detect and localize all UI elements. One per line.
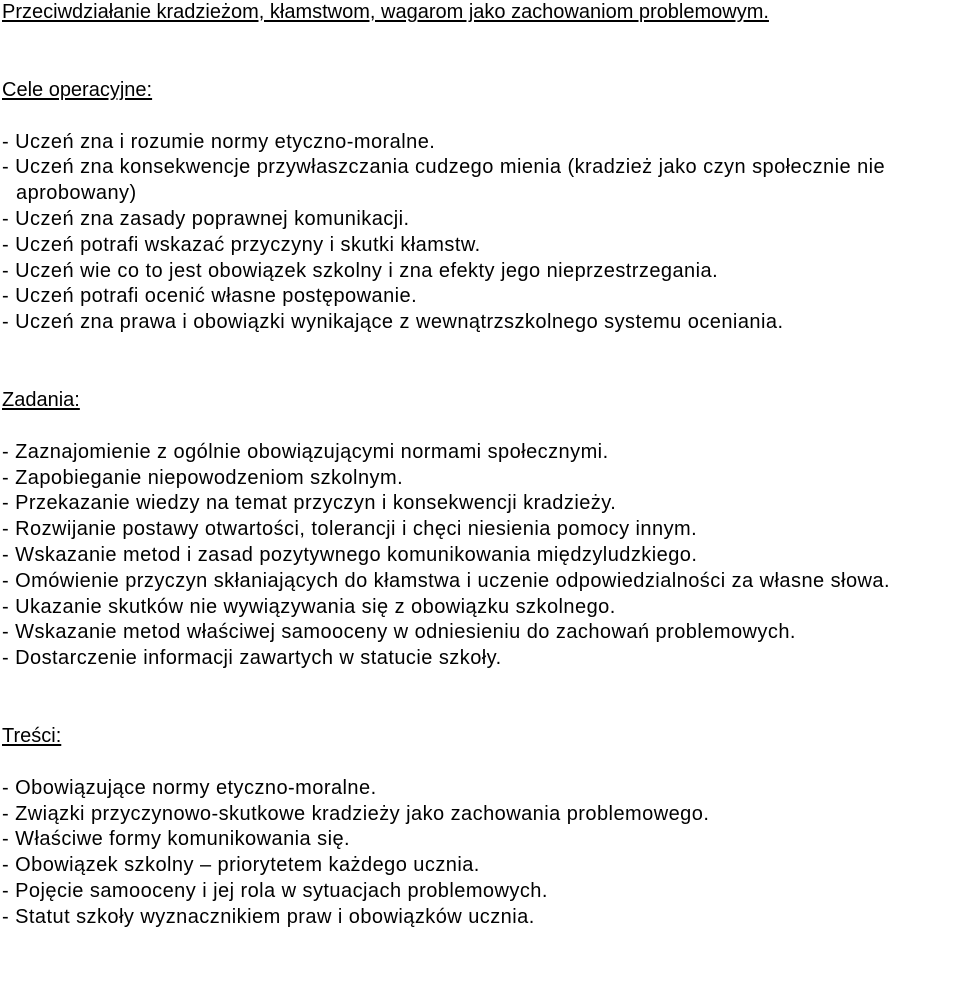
list-item: - Uczeń potrafi ocenić własne postępowanie. <box>2 285 418 308</box>
list-item: - Zapobieganie niepowodzeniom szkolnym. <box>2 466 404 489</box>
list-item: - Wskazanie metod i zasad pozytywnego komunikowania międzyludzkiego. <box>2 543 698 566</box>
list-cele-operacyjne <box>2 130 960 336</box>
spacer <box>2 750 960 776</box>
list-item: - Właściwe formy komunikowania się. <box>2 828 351 851</box>
list-item: - Statut szkoły wyznacznikiem praw i obowiązków ucznia. <box>2 905 535 928</box>
list-item: - Przekazanie wiedzy na temat przyczyn i konsekwencji kradzieży. <box>2 492 617 515</box>
list-item: - Ukazanie skutków nie wywiązywania się z obowiązku szkolnego. <box>2 595 616 618</box>
list-item: - Związki przyczynowo-skutkowe kradzieży jako zachowania problemowego. <box>2 802 710 825</box>
list-zadania <box>2 440 960 672</box>
list-item: - Pojęcie samooceny i jej rola w sytuacjach problemowych. <box>2 879 548 902</box>
list-item: - Rozwijanie postawy otwartości, tolerancji i chęci niesienia pomocy innym. <box>2 518 698 541</box>
list-item: - Uczeń zna konsekwencje przywłaszczania cudzego mienia (kradzież jako czyn społecznie nie aprobowany) <box>2 156 886 205</box>
spacer <box>2 336 960 388</box>
document-title: Przeciwdziałanie kradzieżom, kłamstwom, wagarom jako zachowaniom problemowym. <box>2 1 769 23</box>
section-heading-cele: Cele operacyjne: <box>2 78 153 101</box>
list-item: - Obowiązujące normy etyczno-moralne. <box>2 776 377 799</box>
spacer <box>2 104 960 130</box>
list-item: - Obowiązek szkolny – priorytetem każdego ucznia. <box>2 854 480 877</box>
list-item: - Uczeń potrafi wskazać przyczyny i skutki kłamstw. <box>2 233 481 256</box>
spacer <box>2 672 960 724</box>
spacer <box>2 414 960 440</box>
list-item: - Omówienie przyczyn skłaniających do kłamstwa i uczenie odpowiedzialności za własne słowa. <box>2 569 890 592</box>
list-item: - Uczeń zna i rozumie normy etyczno-moralne. <box>2 130 436 153</box>
list-tresci <box>2 776 960 931</box>
list-item: - Uczeń zna prawa i obowiązki wynikające z wewnątrzszkolnego systemu oceniania. <box>2 311 784 334</box>
section-heading-tresci: Treści: <box>2 724 62 747</box>
list-item: - Wskazanie metod właściwej samooceny w odniesieniu do zachowań problemowych. <box>2 621 796 644</box>
section-heading-zadania: Zadania: <box>2 388 80 411</box>
spacer <box>2 26 960 78</box>
list-item: - Uczeń zna zasady poprawnej komunikacji. <box>2 207 410 230</box>
list-item: - Dostarczenie informacji zawartych w statucie szkoły. <box>2 647 502 670</box>
list-item: - Uczeń wie co to jest obowiązek szkolny i zna efekty jego nieprzestrzegania. <box>2 259 719 282</box>
list-item: - Zaznajomienie z ogólnie obowiązującymi normami społecznymi. <box>2 440 609 463</box>
